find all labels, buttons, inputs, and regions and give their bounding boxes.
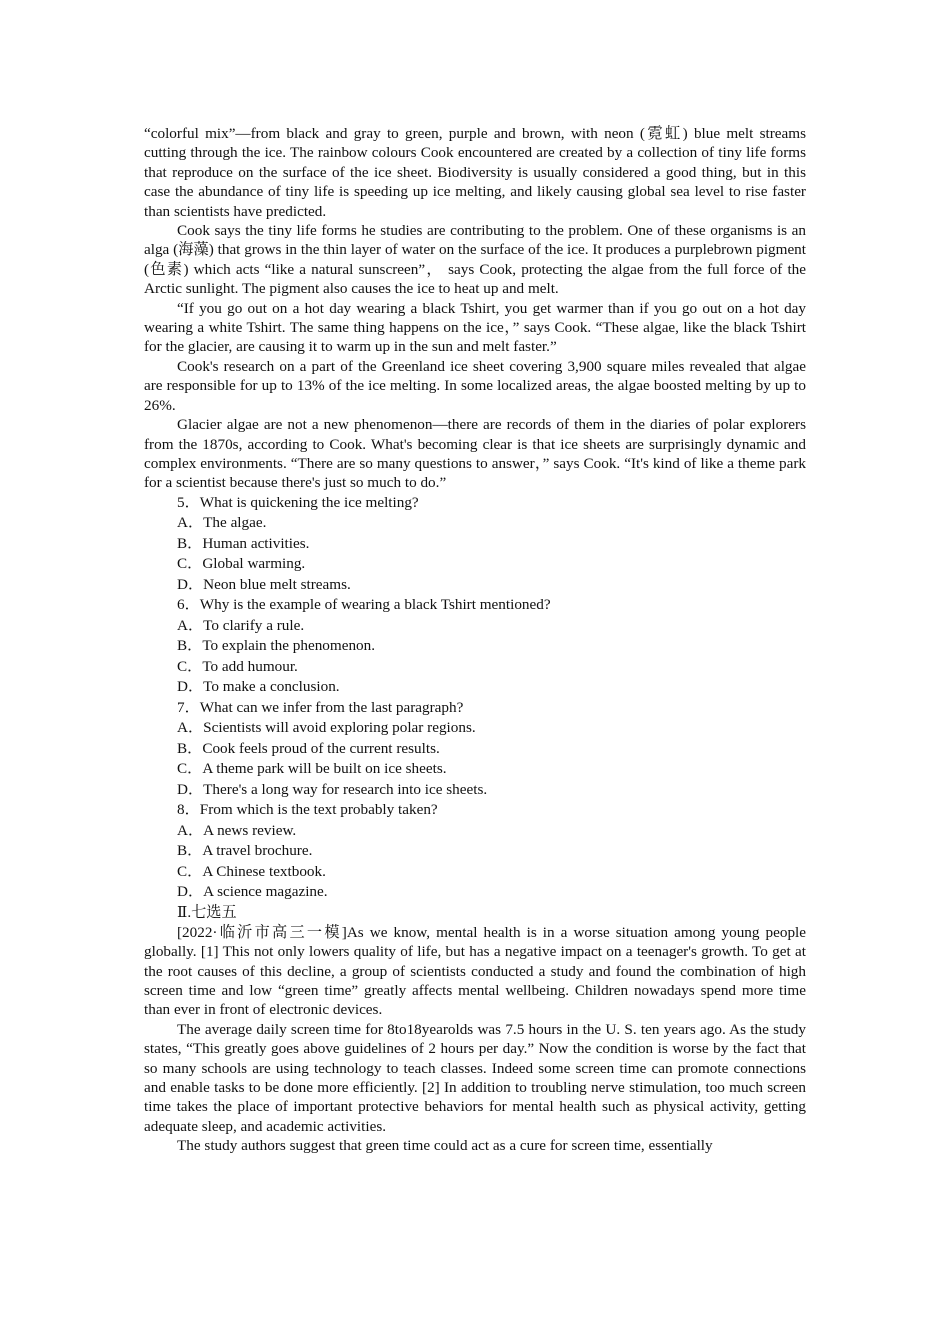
section2-paragraph-3: The study authors suggest that green time could act as a cure for screen time, essentially — [177, 1137, 713, 1155]
question-stem: 7．What can we infer from the last paragraph? — [177, 698, 464, 716]
option-c: C．To add humour. — [177, 657, 298, 675]
question-stem: 6．Why is the example of wearing a black Tshirt mentioned? — [177, 596, 551, 614]
option-d: D．A science magazine. — [177, 883, 328, 901]
question-6 — [144, 595, 806, 698]
section-heading: Ⅱ.七选五 — [177, 903, 237, 921]
option-a: A．Scientists will avoid exploring polar regions. — [177, 719, 476, 737]
option-a: A．The algae. — [177, 514, 267, 532]
option-c: C．A Chinese textbook. — [177, 862, 326, 880]
option-a: A．A news review. — [177, 821, 297, 839]
document-page — [144, 124, 806, 1156]
section2-paragraph-2: The average daily screen time for 8to18yearolds was 7.5 hours in the U. S. ten years ago. As the study states, “This greatly goes above guidelines of 2 hours per day.” Now the condition is worse by the fact that so many schools are using technology to teach classes. Indeed some screen time can promote connections and enable tasks to be done more efficiently. [2] In addition to troubling nerve stimulation, too much screen time takes the place of important protective behaviors for mental health such as physical activity, getting adequate sleep, and academic activities. — [144, 1020, 806, 1135]
passage-paragraph-3: “If you go out on a hot day wearing a black Tshirt, you get warmer than if you go out on a hot day wearing a white Tshirt. The same thing happens on the ice，” says Cook. “These algae, like the black Tshirt for the glacier, are causing it to warm up in the sun and melt faster.” — [144, 299, 806, 356]
option-d: D．Neon blue melt streams. — [177, 575, 351, 593]
option-b: B．Cook feels proud of the current results. — [177, 739, 440, 757]
passage-paragraph-1: “colorful mix”—from black and gray to green, purple and brown, with neon (霓虹) blue melt streams cutting through the ice. The rainbow colours Cook encountered are created by a collection of tiny life forms that reproduce on the surface of the ice sheet. Biodiversity is usually considered a good thing, but in this case the abundance of tiny life is speeding up ice melting, and likely causing global sea level to rise faster than scientists have predicted. — [144, 125, 806, 220]
option-d: D．To make a conclusion. — [177, 678, 340, 696]
option-a: A．To clarify a rule. — [177, 616, 305, 634]
option-d: D．There's a long way for research into ice sheets. — [177, 780, 488, 798]
question-8 — [144, 800, 806, 903]
option-b: B．Human activities. — [177, 534, 310, 552]
passage-paragraph-5: Glacier algae are not a new phenomenon—there are records of them in the diaries of polar explorers from the 1870s, according to Cook. What's becoming clear is that ice sheets are surprisingly dynamic and complex environments. “There are so many questions to answer，” says Cook. “It's kind of like a theme park for a scientist because there's just so much to do.” — [144, 416, 806, 492]
option-c: C．Global warming. — [177, 555, 306, 573]
section2-paragraph-1: [2022·临沂市高三一模]As we know, mental health is in a worse situation among young people globally. [1] This not only lowers quality of life, but has a negative impact on a teenager's growth. To get at the root causes of this decline, a group of scientists conducted a study and found the combination of high screen time and low “green time” greatly affects mental wellbeing. Children nowadays spend more time than ever in front of electronic devices. — [144, 923, 806, 1019]
option-c: C．A theme park will be built on ice sheets. — [177, 760, 447, 778]
option-b: B．A travel brochure. — [177, 842, 313, 860]
option-b: B．To explain the phenomenon. — [177, 637, 376, 655]
question-stem: 8．From which is the text probably taken? — [177, 801, 438, 819]
question-stem: 5．What is quickening the ice melting? — [177, 493, 419, 511]
question-7 — [144, 698, 806, 801]
passage-paragraph-2: Cook says the tiny life forms he studies are contributing to the problem. One of these organisms is an alga (海藻) that grows in the thin layer of water on the surface of the ice. It produces a purplebrown pigment (色素) which acts “like a natural sunscreen”， says Cook, protecting the algae from the full force of the Arctic sunlight. The pigment also causes the ice to heat up and melt. — [144, 222, 806, 298]
passage-paragraph-4: Cook's research on a part of the Greenland ice sheet covering 3,900 square miles revealed that algae are responsible for up to 13% of the ice melting. In some localized areas, the algae boosted melting by up to 26%. — [144, 357, 806, 414]
question-5 — [144, 493, 806, 596]
